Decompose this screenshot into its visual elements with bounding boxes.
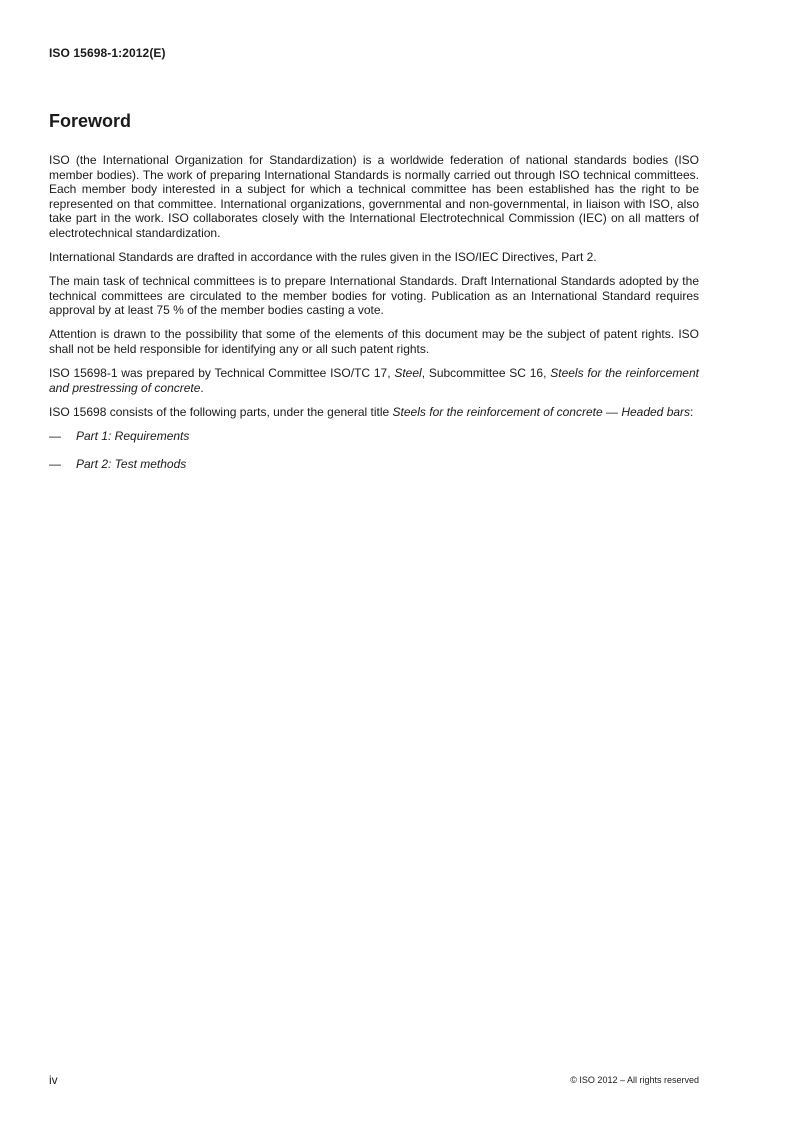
list-dash: —: [49, 428, 61, 443]
subcommittee-name: Steels for the reinforcement and prestressing of concrete: [49, 366, 699, 395]
paragraph-committee-task: The main task of technical committees is to prepare International Standards. Draft International Standards adopted by the technical committees are circulated to the member bodies for voting. Publication as an International Standard requires approval by at least 75 % of the member bodies casting a vote.: [49, 274, 699, 318]
document-id-header: ISO 15698-1:2012(E): [49, 46, 166, 60]
committee-name: Steel: [394, 366, 422, 381]
parts-intro-end: :: [690, 404, 694, 419]
paragraph-patent-rights: Attention is drawn to the possibility that some of the elements of this document may be the subject of patent rights. ISO shall not be held responsible for identifying any or all such patent rights.: [49, 327, 699, 357]
part-1-label: Part 1: Requirements: [76, 428, 190, 443]
list-item: [49, 429, 699, 444]
paragraph-parts-intro: [49, 405, 699, 420]
prepared-by-end: .: [200, 380, 204, 395]
paragraph-prepared-by: [49, 366, 699, 395]
foreword-body: [49, 153, 699, 485]
prepared-by-text: ISO 15698-1 was prepared by Technical Committee ISO/TC 17,: [49, 366, 395, 381]
subcommittee-text: , Subcommittee SC 16,: [421, 366, 551, 381]
parts-intro-text: ISO 15698 consists of the following parts, under the general title: [49, 404, 393, 419]
page-title: Foreword: [49, 111, 132, 131]
list-dash: —: [49, 457, 61, 471]
paragraph-directives: International Standards are drafted in accordance with the rules given in the ISO/IEC Directives, Part 2.: [49, 250, 597, 265]
copyright-notice: © ISO 2012 – All rights reserved: [570, 1075, 699, 1085]
page-number: iv: [49, 1073, 58, 1087]
paragraph-iso-federation: ISO (the International Organization for Standardization) is a worldwide federation of national standards bodies (ISO member bodies). The work of preparing International Standards is normally carried out through ISO technical committees. Each member body interested in a subject for which a technical committee has been established has the right to be represented on that committee. International organizations, governmental and non-governmental, in liaison with ISO, also take part in the work. ISO collaborates closely with the International Electrotechnical Commission (IEC) on all matters of electrotechnical standardization.: [49, 153, 699, 240]
general-title: Steels for the reinforcement of concrete — Headed bars: [392, 404, 691, 419]
part-2-label: Part 2: Test methods: [76, 457, 187, 471]
list-item: [49, 457, 699, 472]
